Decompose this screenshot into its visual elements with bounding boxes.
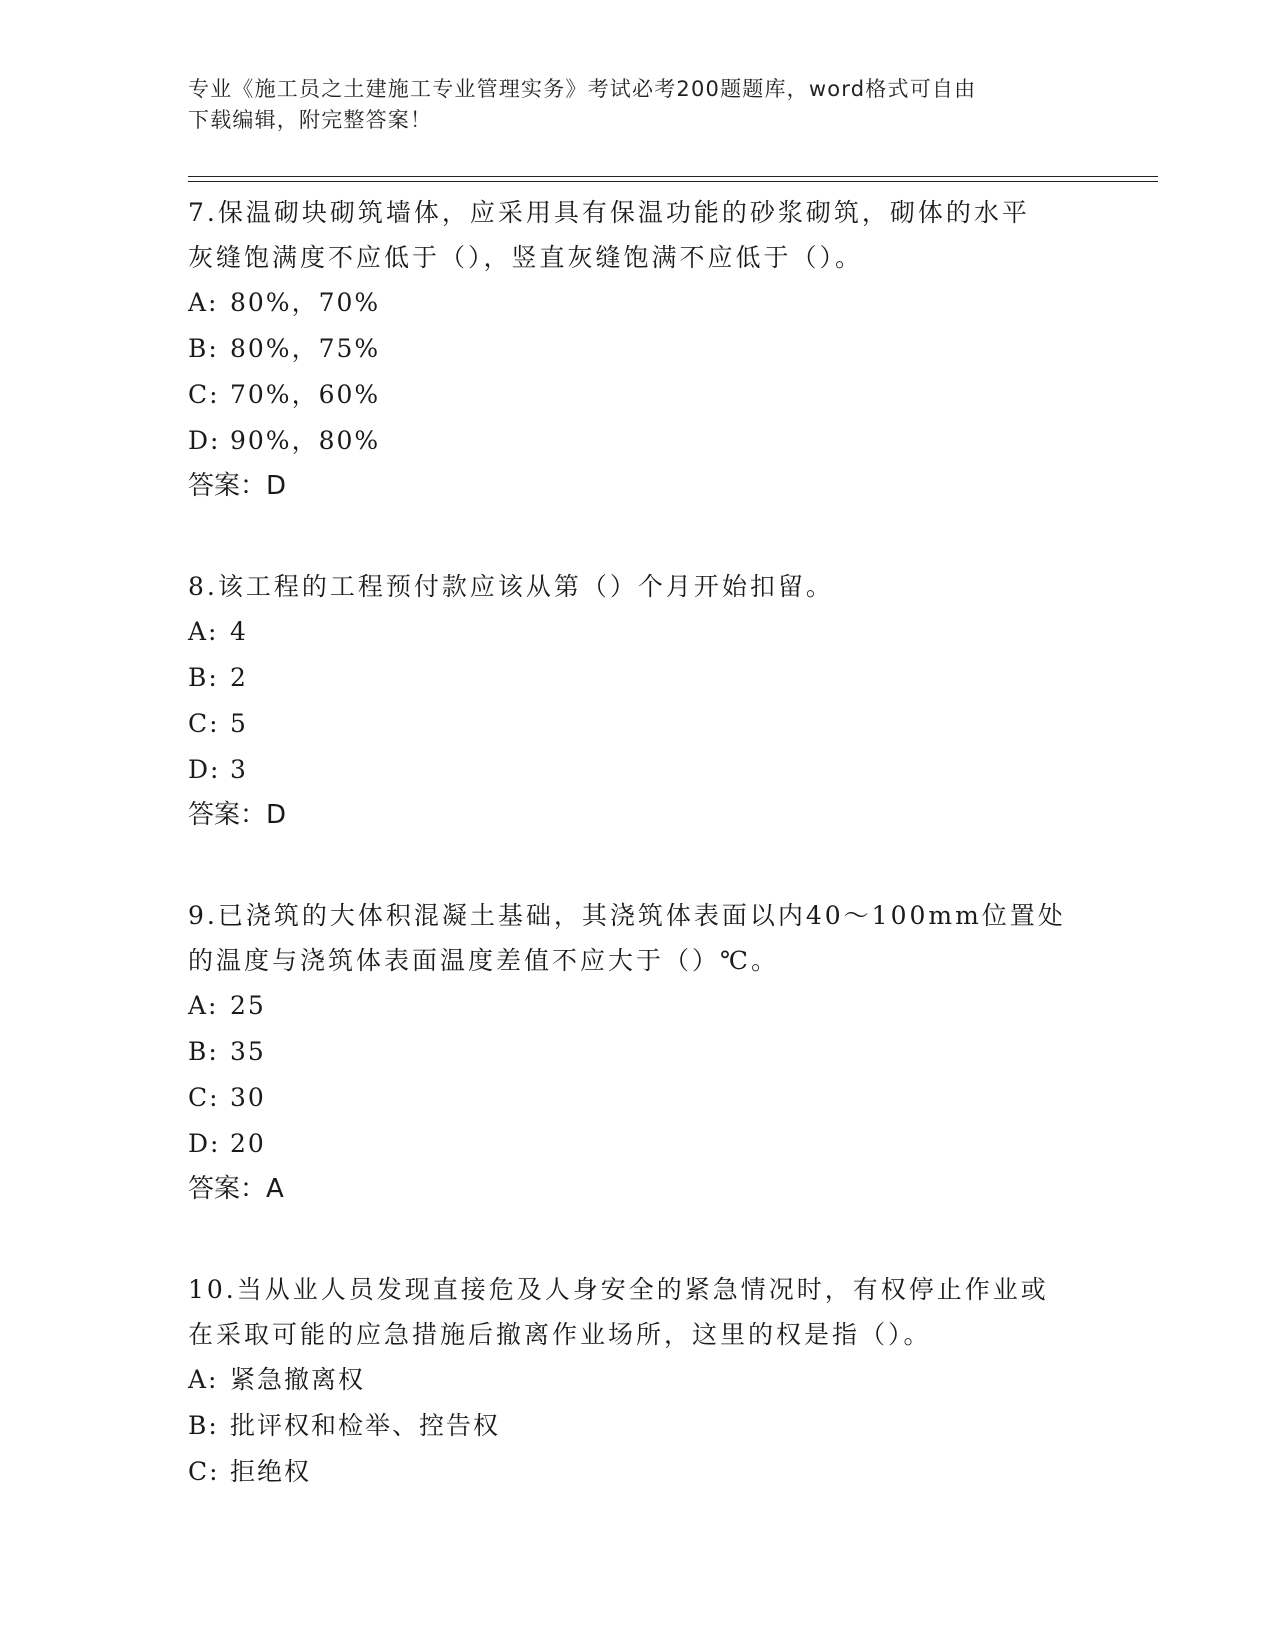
option-text: 拒绝权 xyxy=(230,1457,312,1486)
answer-key: 答案：D xyxy=(188,800,287,830)
option-text: 35 xyxy=(230,1037,266,1066)
option-label: B: xyxy=(188,663,219,692)
answer-key: 答案：A xyxy=(188,1174,284,1204)
option-label: A: xyxy=(188,617,219,646)
question-spacer xyxy=(188,508,1088,564)
answer-option xyxy=(188,326,1088,372)
option-text: 25 xyxy=(230,991,266,1020)
question-spacer xyxy=(188,837,1088,893)
option-text: 3 xyxy=(230,755,248,784)
option-label: B: xyxy=(188,334,219,363)
option-text: 20 xyxy=(230,1129,266,1158)
answer-option xyxy=(188,280,1088,326)
answer-option xyxy=(188,372,1088,418)
question-list xyxy=(188,190,1088,1495)
question-text-line: 的温度与浇筑体表面温度差值不应大于（）℃。 xyxy=(188,946,779,975)
answer-option xyxy=(188,983,1088,1029)
question-block xyxy=(188,1267,1088,1495)
question-block xyxy=(188,893,1088,1211)
option-label: B: xyxy=(188,1037,219,1066)
question-text-line: 9.已浇筑的大体积混凝土基础，其浇筑体表面以内40～100mm位置处 xyxy=(188,901,1066,930)
header-divider-bottom xyxy=(188,181,1158,182)
option-text: 90%，80% xyxy=(230,426,381,455)
question-block xyxy=(188,564,1088,837)
answer-option xyxy=(188,747,1088,793)
answer-key: 答案：D xyxy=(188,471,287,501)
option-text: 70%，60% xyxy=(230,380,381,409)
option-text: 4 xyxy=(230,617,248,646)
option-label: D: xyxy=(188,1129,221,1158)
answer-option xyxy=(188,701,1088,747)
option-label: A: xyxy=(188,1365,219,1394)
question-text-line: 8.该工程的工程预付款应该从第（）个月开始扣留。 xyxy=(188,572,834,601)
option-label: B: xyxy=(188,1411,219,1440)
header-divider-top xyxy=(188,176,1158,177)
answer-option xyxy=(188,1029,1088,1075)
answer-option xyxy=(188,1403,1088,1449)
question-text-line: 灰缝饱满度不应低于（），竖直灰缝饱满不应低于（）。 xyxy=(188,243,864,272)
question-text-line: 在采取可能的应急措施后撤离作业场所，这里的权是指（）。 xyxy=(188,1320,932,1349)
answer-option xyxy=(188,418,1088,464)
option-text: 80%，75% xyxy=(230,334,381,363)
option-label: A: xyxy=(188,288,219,317)
question-text-line: 10.当从业人员发现直接危及人身安全的紧急情况时，有权停止作业或 xyxy=(188,1275,1049,1304)
option-label: D: xyxy=(188,755,221,784)
answer-option xyxy=(188,1075,1088,1121)
question-spacer xyxy=(188,1211,1088,1267)
option-text: 紧急撤离权 xyxy=(230,1365,366,1394)
option-label: C: xyxy=(188,380,220,409)
answer-option xyxy=(188,655,1088,701)
option-text: 2 xyxy=(230,663,248,692)
header-line-2: 下载编辑，附完整答案！ xyxy=(188,108,433,132)
option-text: 批评权和检举、控告权 xyxy=(230,1411,501,1440)
answer-option xyxy=(188,609,1088,655)
option-label: C: xyxy=(188,1457,220,1486)
question-text-line: 7.保温砌块砌筑墙体，应采用具有保温功能的砂浆砌筑，砌体的水平 xyxy=(188,198,1030,227)
document-header xyxy=(188,74,1068,136)
answer-option xyxy=(188,1449,1088,1495)
answer-option xyxy=(188,1121,1088,1167)
option-label: C: xyxy=(188,709,220,738)
option-text: 5 xyxy=(230,709,248,738)
option-text: 30 xyxy=(230,1083,266,1112)
option-label: C: xyxy=(188,1083,220,1112)
question-block xyxy=(188,190,1088,508)
option-text: 80%，70% xyxy=(230,288,381,317)
answer-option xyxy=(188,1357,1088,1403)
header-line-1: 专业《施工员之土建施工专业管理实务》考试必考200题题库，word格式可自由 xyxy=(188,77,977,101)
option-label: A: xyxy=(188,991,219,1020)
option-label: D: xyxy=(188,426,221,455)
